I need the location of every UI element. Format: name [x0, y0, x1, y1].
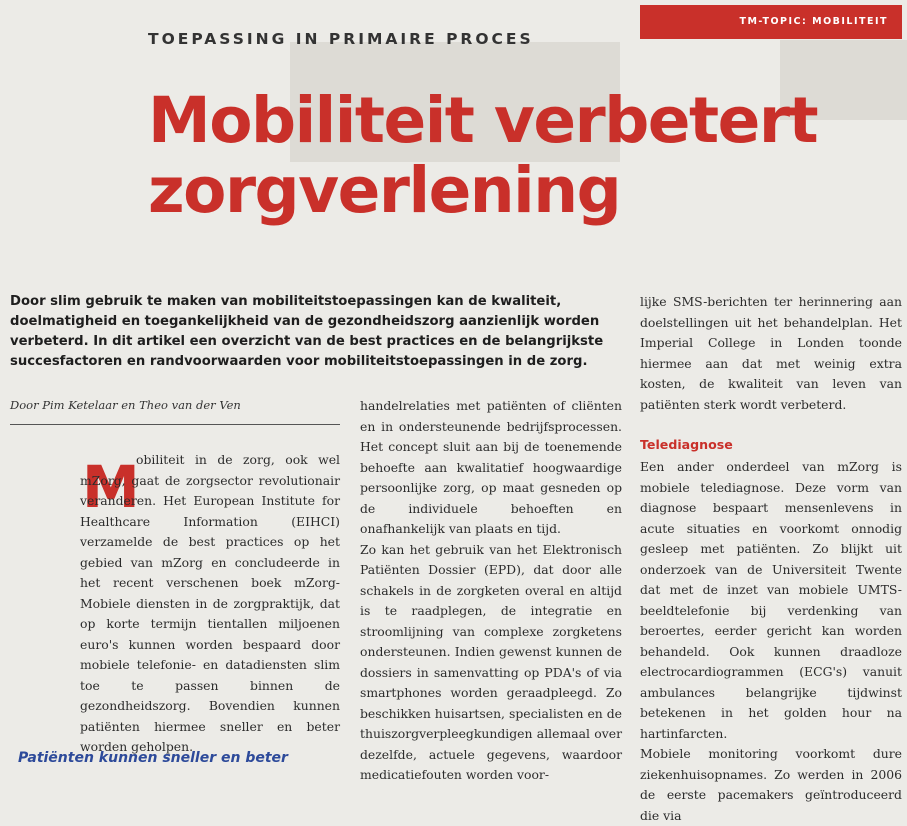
subhead-telediagnose: Telediagnose [640, 437, 733, 452]
column-3-paragraph: Een ander onderdeel van mZorg is mobiele telediagnose. Deze vorm van diagnose bespaart mensenlevens in acute situaties en voorkomt onnodig gesleep met patiënten. Zo blijkt uit onderzoek van de Universiteit Twente dat met de inzet van mobiele UMTS-beeldtelefonie bij verdenking van beroertes, eerder gericht kan worden behandeld. Ook kunnen draadloze electrocardiogrammen (ECG's) vanuit ambulances belangrijke tijdwinst betekenen in het golden hour na hartinfarcten. [640, 459, 902, 741]
column-3-paragraph: lijke SMS-berichten ter herinnering aan doelstellingen uit het behandelplan. Het Imperial College in Londen toonde hiermee aan dat met weinig extra kosten, de kwaliteit van leven van patiënten sterk wordt verbeterd. [640, 294, 902, 412]
column-2-paragraph: handelrelaties met patiënten of cliënten en in ondersteunende bedrijfsprocessen. Het concept sluit aan bij de toenemende behoefte aan kwalitatief hoogwaardige persoonlijke zorg, op maat gesneden op de individuele behoeften en onafhankelijk van plaats en tijd. [360, 398, 622, 536]
column-2-paragraph: Zo kan het gebruik van het Elektronisch Patiënten Dossier (EPD), dat door alle schakels in de zorgketen overal en altijd is te raadplegen, de integratie en stroomlijning van complexe zorgketens ondersteunen. Indien gewenst kunnen de dossiers in samenvatting op PDA's of via smartphones worden geraadpleegd. Zo beschikken huisartsen, specialisten en de thuiszorgverpleegkundigen allemaal over dezelfde, actuele gegevens, waardoor medicatiefouten worden voor- [360, 541, 622, 782]
section-kicker: TOEPASSING IN PRIMAIRE PROCES [148, 30, 534, 48]
column-2 [360, 396, 622, 786]
topic-label: TM-TOPIC: MOBILITEIT [640, 5, 902, 39]
column-3 [640, 292, 902, 826]
article-intro: Door slim gebruik te maken van mobiliteitstoepassingen kan de kwaliteit, doelmatigheid en toegankelijkheid van de gezondheidszorg aanzienlijk worden verbeterd. In dit artikel een overzicht van de best practices en de belangrijkste succesfactoren en randvoorwaarden voor mobiliteitstoepassingen in de zorg. [10, 294, 604, 369]
headline-line-2: zorgverlening [148, 154, 621, 227]
drop-cap: M [82, 453, 140, 521]
article-headline [148, 86, 868, 226]
headline-line-1: Mobiliteit verbetert [148, 84, 818, 157]
background-ghost-text [10, 10, 22, 49]
byline: Door Pim Ketelaar en Theo van der Ven [10, 398, 340, 425]
pull-quote: Patiënten kunnen sneller en beter [18, 750, 288, 766]
column-3-paragraph: Mobiele monitoring voorkomt dure ziekenhuisopnames. Zo werden in 2006 de eerste pacemakers geïntroduceerd die via [640, 746, 902, 823]
column-1 [80, 450, 340, 758]
column-1-paragraph: obiliteit in de zorg, ook wel mZorg, gaat de zorgsector revolutionair veranderen. Het European Institute for Healthcare Information (EIHCI) verzamelde de best practices op het gebied van mZorg en concludeerde in het recent verschenen boek mZorg-Mobiele diensten in de zorgpraktijk, dat op korte termijn tientallen miljoenen euro's kunnen worden bespaard door mobiele telefonie- en datadiensten slim toe te passen binnen de gezondheidszorg. Bovendien kunnen patiënten hiermee sneller en beter worden geholpen. [80, 452, 340, 754]
